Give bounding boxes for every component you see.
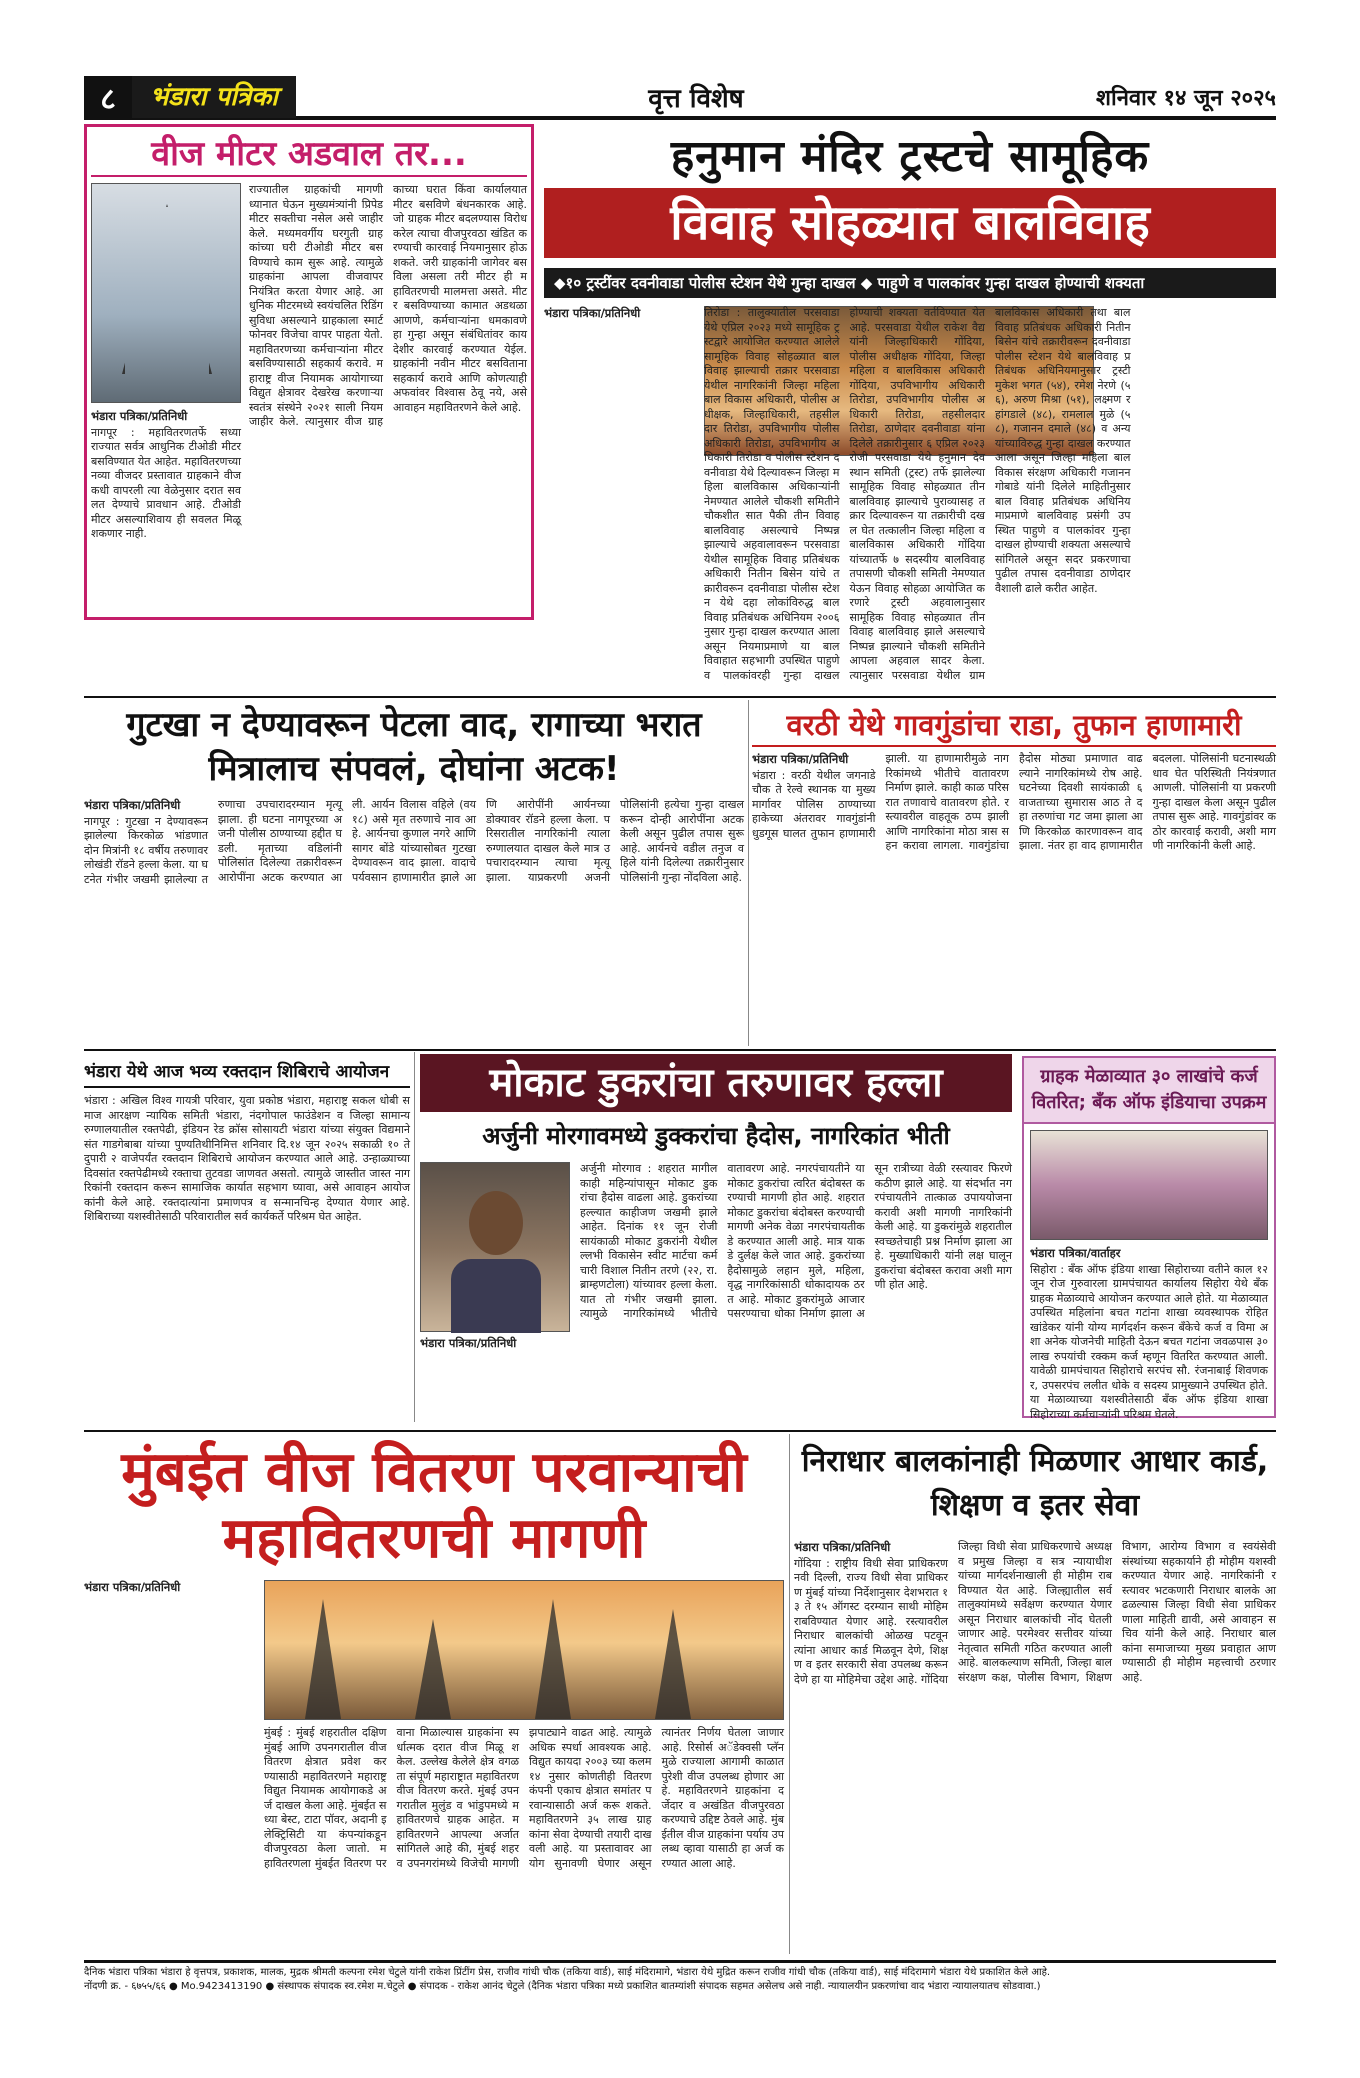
article-bank (1022, 1056, 1276, 1421)
page-header (84, 78, 1276, 120)
mokat-byline: भंडारा पत्रिका/प्रतिनिधी (420, 1336, 517, 1350)
article-hanuman (544, 306, 1276, 692)
imprint-line-1: दैनिक भंडारा पत्रिका भंडारा हे वृत्तपत्र, प्रकाशक, मालक, मुद्रक श्रीमती कल्पना रमेश चेटुले यांनी राकेश प्रिंटींग प्रेस, राजीव गांधी चौक (तकिया वार्ड), साई मंदिरामागे, भंडारा येथे मुद्रित करून राजीव गांधी चौक (तकिया वार्ड), साई मंदिरामागे भंडारा येथे प्रकाशित केले आहे. (84, 1967, 1051, 1978)
hanuman-headline-line1: हनुमान मंदिर ट्रस्टचे सामूहिक (670, 131, 1150, 182)
niradhar-article (794, 1540, 1276, 1954)
meter-body: राज्यातील ग्राहकांची मागणी ध्यानात घेऊन मुख्यमंत्र्यांनी प्रिपेड मीटर सक्तीचा नसेल असे जाहीर केले. मध्यमवर्गीय घरगुती ग्राहकांच्या घरी टीओडी मीटर बसविण्याचे काम सुरू आहे. त्यामुळे ग्राहकांना आपला वीजवापर नियंत्रित करता येणार आहे. आधुनिक मीटरमध्ये स्वयंचलित रिडिंग सुविधा असल्याने ग्राहकाला स्मार्टफोनवर विजेचा वापर पाहता येतो. महावितरणच्या कर्मचाऱ्यांना मीटर बसविण्यासाठी सहकार्य करावे. महाराष्ट्र वीज नियामक आयोगाच्या विद्युत क्षेत्रावर देखरेख करणाऱ्या स्वतंत्र संस्थेने २०२१ साली नियम जाहीर केले. त्यानुसार वीज ग्राहकाच्या घरात किंवा कार्यालयात मीटर बसविणे बंधनकारक आहे. जो ग्राहक मीटर बदलण्यास विरोध करेल त्याचा वीजपुरवठा खंडित करण्याची कारवाई नियमानुसार होऊ शकते. जरी ग्राहकांनी जागेवर बसविला असला तरी मीटर ही महावितरणची मालमत्ता असते. मीटर बसविण्याच्या कामात अडथळा आणणे, कर्मचाऱ्यांना धमकावणे हा गुन्हा असून संबंधितांवर कायदेशीर कारवाई करण्यात येईल. ग्राहकांनी नवीन मीटर बसविताना सहकार्य करावे आणि कोणत्याही अफवांवर विश्वास ठेवू नये, असे आवाहन महावितरणने केले आहे. (249, 183, 527, 428)
meter-lead: नागपूर : महावितरणतर्फे सध्या राज्यात सर्वत्र आधुनिक टीओडी मीटर बसविण्यात येत आहेत. महावितरणच्या नव्या वीजदर प्रस्तावात ग्राहकाने वीज कधी वापरली त्या वेळेनुसार दरात सवलत देण्याचे प्रावधान आहे. टीओडी मीटर असल्याशिवाय ही सवलत मिळू शकणार नाही. (91, 425, 241, 540)
article-mumbai (84, 1580, 784, 1954)
hanuman-strapline: ◆१० ट्रस्टींवर दवनीवाडा पोलीस स्टेशन येथे गुन्हा दाखल ◆ पाहुणे व पालकांवर गुन्हा दाखल होण्याची शक्यता (544, 268, 1276, 298)
bank-byline: भंडारा पत्रिका/वार्ताहर (1030, 1246, 1121, 1260)
mokat-body: अर्जुनी मोरगाव : शहरात मागील काही महिन्यांपासून मोकाट डुकरांचा हैदोस वाढला आहे. डुकरांच्या हल्ल्यात काहीजण जखमी झाले आहेत. दिनांक ११ जून रोजी सायंकाळी मोकाट डुकरांनी येथीलल्लभी विकासेन स्वीट मार्टचा कर्मचारी विशाल नितीन तरणे (२२, रा. ब्राम्हणटोला) यांच्यावर हल्ला केला. यात तो गंभीर जखमी झाला. त्यामुळे नागरिकांमध्ये भीतीचे वातावरण आहे. नगरपंचायतीने या मोकाट डुकरांचा त्वरित बंदोबस्त करण्याची मागणी होत आहे. शहरात मोकाट डुकरांचा बंदोबस्त करण्याची मागणी अनेक वेळा नगरपंचायतीकडे करण्यात आली आहे. मात्र याकडे दुर्लक्ष केले जात आहे. डुकरांच्या हैदोसामुळे लहान मुले, महिला, वृद्ध नागरिकांसाठी धोकादायक ठरत आहे. मोकाट डुकरांमुळे आजार पसरण्याचा धोका निर्माण झाला असून रात्रीच्या वेळी रस्त्यावर फिरणे कठीण झाले आहे. या संदर्भात नगरपंचायतीने तात्काळ उपाययोजना करावी अशी मागणी नागरिकांनी केली आहे. या डुकरांमुळे शहरातील स्वच्छतेचाही प्रश्न निर्माण झाला आहे. मुख्याधिकारी यांनी लक्ष घालून डुकरांचा बंदोबस्त करावा अशी मागणी होत आहे. (580, 1162, 1012, 1320)
gutkha-byline: भंडारा पत्रिका/प्रतिनिधी (84, 798, 181, 812)
gutkha-headline: गुटखा न देण्यावरून पेटला वाद, रागाच्या भरात मित्रालाच संपवलं, दोघांना अटक! (126, 705, 702, 789)
bank-headline: ग्राहक मेळाव्यात ३० लाखांचे कर्ज वितरित; बँक ऑफ इंडियाचा उपक्रम (1024, 1058, 1274, 1124)
mumbai-headline: मुंबईत वीज वितरण परवान्याची महावितरणची मागणी (121, 1440, 747, 1571)
varthi-headline: वरठी येथे गावगुंडांचा राडा, तुफान हाणामारी (752, 703, 1276, 747)
mokat-victim-photo (420, 1162, 570, 1332)
varthi-article (752, 752, 1276, 1044)
niradhar-byline: भंडारा पत्रिका/प्रतिनिधी (794, 1540, 891, 1554)
hanuman-byline: भंडारा पत्रिका/प्रतिनिधी (544, 306, 641, 320)
hanuman-headline-line2: विवाह सोहळ्यात बालविवाह (544, 188, 1276, 258)
article-meter (84, 124, 534, 620)
raktadan-headline: भंडारा येथे आज भव्य रक्तदान शिबिराचे आयोजन (84, 1056, 410, 1088)
issue-date: शनिवार १४ जून २०२५ (1096, 86, 1276, 111)
niradhar-headline: निराधार बालकांनाही मिळणार आधार कार्ड, शिक्षण व इतर सेवा (801, 1444, 1269, 1523)
meter-photo (91, 183, 241, 403)
section-title: वृत्त विशेष (648, 84, 744, 114)
mumbai-body: मुंबई : मुंबई शहरातील दक्षिण मुंबई आणि उपनगरातील वीज वितरण क्षेत्रात प्रवेश करण्यासाठी महावितरणने महाराष्ट्र विद्युत नियामक आयोगाकडे अर्ज दाखल केला आहे. मुंबईत सध्या बेस्ट, टाटा पॉवर, अदानी इलेक्ट्रिसिटी या कंपन्यांकडून वीजपुरवठा केला जातो. महावितरणला मुंबईत वितरण परवाना मिळाल्यास ग्राहकांना स्पर्धात्मक दरात वीज मिळू शकेल. उल्लेख केलेले क्षेत्र वगळता संपूर्ण महाराष्ट्रात महावितरण वीज वितरण करते. मुंबई उपनगरातील मुलुंड व भांडुपमध्ये महावितरणचे ग्राहक आहेत. महावितरणने आपल्या अर्जात सांगितले आहे की, मुंबई शहर व उपनगरांमध्ये विजेची मागणी झपाट्याने वाढत आहे. त्यामुळे अधिक स्पर्धा आवश्यक आहे. विद्युत कायदा २००३ च्या कलम १४ नुसार कोणतीही वितरण कंपनी एकाच क्षेत्रात समांतर परवान्यासाठी अर्ज करू शकते. महावितरणने ३५ लाख ग्राहकांना सेवा देण्याची तयारी दाखवली आहे. या प्रस्तावावर आयोग सुनावणी घेणार असून त्यानंतर निर्णय घेतला जाणार आहे. रिसोर्स अॅडेक्वसी प्लॅनमुळे राज्याला आगामी काळात पुरेशी वीज उपलब्ध होणार आहे. महावितरणने ग्राहकांना दर्जेदार व अखंडित वीजपुरवठा करण्याचे उद्दिष्ट ठेवले आहे. मुंबईतील वीज ग्राहकांना पर्याय उपलब्ध व्हावा यासाठी हा अर्ज करण्यात आला आहे. (264, 1726, 784, 1870)
mokat-subhead: अर्जुनी मोरगावमध्ये डुक्करांचा हैदोस, नागरिकांत भीती (482, 1122, 950, 1150)
gutkha-article (84, 798, 744, 1044)
page-number: ८ (84, 76, 132, 118)
mumbai-tower-photo (264, 1580, 784, 1720)
imprint-footer (84, 1960, 1276, 2002)
gutkha-body: नागपूर : गुटखा न देण्यावरून झालेल्या किरकोळ भांडणात दोन मित्रांनी १८ वर्षीय तरुणावर लोखंडी रॉडने हल्ला केला. या घटनेत गंभीर जखमी झालेल्या तरुणाचा उपचारादरम्यान मृत्यू झाला. ही घटना नागपूरच्या अजनी पोलीस ठाण्याच्या हद्दीत घडली. मृताच्या वडिलांनी पोलिसांत दिलेल्या तक्रारीवरून आरोपींना अटक करण्यात आली. आर्यन विलास वहिले (वय १८) असे मृत तरुणाचे नाव आहे. आर्यनचा कुणाल नगरे आणि सागर बोंडे यांच्यासोबत गुटखा देण्यावरून वाद झाला. वादाचे पर्यवसान हाणामारीत झाले आणि आरोपींनी आर्यनच्या डोक्यावर रॉडने हल्ला केला. परिसरातील नागरिकांनी त्याला रुग्णालयात दाखल केले मात्र उपचारादरम्यान त्याचा मृत्यू झाला. याप्रकरणी अजनी पोलिसांनी हत्येचा गुन्हा दाखल करून दोन्ही आरोपींना अटक केली असून पुढील तपास सुरू आहे. आर्यनचे वडील तनुज वहिले यांनी दिलेल्या तक्रारीनुसार पोलिसांनी गुन्हा नोंदविला आहे. (84, 798, 744, 886)
imprint-line-2: नोंदणी क्र. - ६७५५/६६ ● Mo.9423413190 ● संस्थापक संपादक स्व.रमेश म.चेटुले ● संपादक - राकेश आनंद चेटुले (दैनिक भंडारा पत्रिका मध्ये प्रकाशित बातम्यांशी संपादक सहमत असेलच असे नाही. न्यायालयीन प्रकरणांचा वाद भंडारा न्यायालयातच सोडवावा.) (84, 1981, 1041, 1992)
meter-headline: वीज मीटर अडवाल तर... (91, 131, 527, 177)
mokat-headline: मोकाट डुकरांचा तरुणावर हल्ला (420, 1054, 1012, 1112)
raktadan-body: भंडारा : अखिल विश्व गायत्री परिवार, युवा प्रकोष्ठ भंडारा, महाराष्ट्र सकल धोबी समाज आरक्षण न्यायिक समिती भंडारा, नंदगोपाल फाउंडेशन व जिल्हा सामान्य रुग्णालयातील रक्तपेढी, इंडियन रेड क्रॉस सोसायटी भंडारा यांच्या संयुक्त विद्यमाने संत गाडगेबाबा यांच्या पुण्यतिथीनिमित्त शनिवार दि.१४ जून २०२५ सकाळी १० ते दुपारी २ वाजेपर्यंत रक्तदान शिबिराचे आयोजन करण्यात आले आहे. उन्हाळ्याच्या दिवसांत रक्तपेढीमध्ये रक्ताचा तुटवडा जाणवत असतो. त्यामुळे जास्तीत जास्त नागरिकांनी रक्तदान करून सामाजिक कार्यात सहभाग घ्यावा, असे आवाहन आयोजकांनी केले आहे. रक्तदात्यांना प्रमाणपत्र व सन्मानचिन्ह देण्यात येणार आहे. शिबिराच्या यशस्वीतेसाठी परिवारातील सर्व कार्यकर्ते परिश्रम घेत आहेत. (84, 1094, 410, 1223)
hanuman-body: तिरोडा : तालुक्यातील परसवाडा येथे एप्रिल २०२३ मध्ये सामूहिक ट्रस्टद्वारे आयोजित करण्यात आलेले सामूहिक विवाह सोहळ्यात बालविवाह झाल्याची तक्रार परसवाडा येथील नागरिकांनी जिल्हा महिला बाल विकास अधिकारी, पोलीस अधीक्षक, जिल्हाधिकारी, तहसीलदार तिरोडा, उपविभागीय पोलीस अधिकारी तिरोडा, उपविभागीय अधिकारी तिरोडा व पोलीस स्टेशन दवनीवाडा येथे दिल्यावरून जिल्हा महिला बालविकास अधिकाऱ्यांनी नेमण्यात आलेले चौकशी समितीने चौकशीत सात पैकी तीन विवाह बालविवाह असल्याचे निष्पन्न झाल्याचे अहवालावरून परसवाडा येथील सामूहिक विवाह प्रतिबंधक अधिकारी नितीन बिसेन यांचे तक्रारीवरून दवनीवाडा पोलीस स्टेशन येथे दहा लोकांविरुद्ध बाल विवाह प्रतिबंधक अधिनियम २००६ नुसार गुन्हा दाखल करण्यात आला असून नियमाप्रमाणे या बालविवाहात सहभागी उपस्थित पाहुणे व पालकांवरही गुन्हा दाखल होण्याची शक्यता वर्तविण्यात येत आहे. परसवाडा येथील राकेश वैद्य यांनी जिल्हाधिकारी गोंदिया, पोलीस अधीक्षक गोंदिया, जिल्हा महिला व बालविकास अधिकारी गोंदिया, उपविभागीय अधिकारी तिरोडा, उपविभागीय पोलीस अधिकारी तिरोडा, तहसीलदार तिरोडा, ठाणेदार दवनीवाडा यांना दिलेले तक्रारीनुसार ६ एप्रिल २०२३ रोजी परसवाडा येथे हनुमान देवस्थान समिती (ट्रस्ट) तर्फे झालेल्या सामूहिक विवाह सोहळ्यात तीन बालविवाह झाल्याचे पुराव्यासह तक्रार दिल्यावरून या तक्रारीची दखल घेत तत्कालीन जिल्हा महिला व बालविकास अधिकारी गोंदिया यांच्यातर्फे ७ सदस्यीय बालविवाह तपासणी चौकशी समिती नेमण्यात येऊन विवाह सोहळा आयोजित करणारे ट्रस्टी अहवालानुसार सामूहिक विवाह सोहळ्यात तीन विवाह बालविवाह झाले असल्याचे निष्पन्न झाल्याने चौकशी समितीने आपला अहवाल सादर केला. त्यानुसार परसवाडा येथील ग्राम बालविकास अधिकारी तथा बालविवाह प्रतिबंधक अधिकारी नितीन बिसेन यांचे तक्रारीवरून दवनीवाडा पोलीस स्टेशन येथे बालविवाह प्रतिबंधक अधिनियमानुसार ट्रस्टी मुकेश भगत (५४), रमेश नेरणे (५६), अरुण मिश्रा (५१), लक्ष्मण रहांगडाले (४८), रामलाल मुळे (५८), गजानन दमाले (४८) व अन्य यांच्याविरुद्ध गुन्हा दाखल करण्यात आला असून जिल्हा महिला बाल विकास संरक्षण अधिकारी गजानन गोबाडे यांनी दिलेले माहितीनुसार बाल विवाह प्रतिबंधक अधिनियमाप्रमाणे बालविवाह प्रसंगी उपस्थित पाहुणे व पालकांवर गुन्हा दाखल होण्याची शक्यता असल्याचे सांगितले असून सदर प्रकरणाचा पुढील तपास दवनीवाडा ठाणेदार वैशाली ढाले करीत आहेत. (704, 306, 1131, 682)
paper-name: भंडारा पत्रिका (132, 76, 296, 118)
bank-event-photo (1030, 1130, 1268, 1240)
article-mokat (420, 1162, 1012, 1420)
niradhar-body: गोंदिया : राष्ट्रीय विधी सेवा प्राधिकरण नवी दिल्ली, राज्य विधी सेवा प्राधिकरण मुंबई यांच्या निर्देशानुसार देशभरात १३ ते १५ ऑगस्ट दरम्यान साथी मोहिम राबविण्यात येणार आहे. रस्त्यावरील निराधार बालकांची ओळख पटवून त्यांना आधार कार्ड मिळवून देणे, शिक्षण व इतर सरकारी सेवा उपलब्ध करून देणे हा या मोहिमेचा उद्देश आहे. गोंदिया जिल्हा विधी सेवा प्राधिकरणाचे अध्यक्ष व प्रमुख जिल्हा व सत्र न्यायाधीश यांच्या मार्गदर्शनाखाली ही मोहीम राबविण्यात येत आहे. जिल्ह्यातील सर्व तालुक्यांमध्ये सर्वेक्षण करण्यात येणार असून निराधार बालकांची नोंद घेतली जाणार आहे. परमेश्वर सत्तीवर यांच्या नेतृत्वात समिती गठित करण्यात आली आहे. बालकल्याण समिती, जिल्हा बाल संरक्षण कक्ष, पोलीस विभाग, शिक्षण विभाग, आरोग्य विभाग व स्वयंसेवी संस्थांच्या सहकार्याने ही मोहीम यशस्वी करण्यात येणार आहे. नागरिकांनी रस्त्यावर भटकणारी निराधार बालके आढळल्यास जिल्हा विधी सेवा प्राधिकरणाला माहिती द्यावी, असे आवाहन सचिव यांनी केले आहे. निराधार बालकांना समाजाच्या मुख्य प्रवाहात आणण्यासाठी ही मोहीम महत्त्वाची ठरणार आहे. (794, 1540, 1276, 1686)
mumbai-byline: भंडारा पत्रिका/प्रतिनिधी (84, 1580, 181, 1594)
varthi-body: भंडारा : वरठी येथील जगनाडे चौक ते रेल्वे स्थानक या मुख्य मार्गावर पोलिस ठाण्याच्या हाकेच्या अंतरावर गावगुंडांनी धुडगूस घालत तुफान हाणामारी झाली. या हाणामारीमुळे नागरिकांमध्ये भीतीचे वातावरण निर्माण झाले. काही काळ परिसरात तणावाचे वातावरण होते. रस्त्यावरील वाहतूक ठप्प झाली आणि नागरिकांना मोठा त्रास सहन करावा लागला. गावगुंडांचा हैदोस मोठ्या प्रमाणात वाढल्याने नागरिकांमध्ये रोष आहे. घटनेच्या दिवशी सायंकाळी ६ वाजताच्या सुमारास आठ ते दहा तरुणांचा गट जमा झाला आणि किरकोळ कारणावरून वाद झाला. नंतर हा वाद हाणामारीत बदलला. पोलिसांनी घटनास्थळी धाव घेत परिस्थिती नियंत्रणात आणली. पोलिसांनी या प्रकरणी गुन्हा दाखल केला असून पुढील तपास सुरू आहे. गावगुंडांवर कठोर कारवाई करावी, अशी मागणी नागरिकांनी केली आहे. (752, 752, 1276, 852)
meter-byline: भंडारा पत्रिका/प्रतिनिधी (91, 409, 188, 423)
bank-body: सिहोरा : बँक ऑफ इंडिया शाखा सिहोराच्या वतीने काल १२ जून रोज गुरुवारला ग्रामपंचायत कार्यालय सिहोरा येथे बँक ग्राहक मेळाव्याचे आयोजन करण्यात आले होते. या मेळाव्यात उपस्थित महिलांना बचत गटांना शाखा व्यवस्थापक रोहित खांडेकर यांनी योग्य मार्गदर्शन करून बँकेचे कर्ज व विमा अशा अनेक योजनेची माहिती देऊन बचत गटांना जवळपास ३० लाख रुपयांची रक्कम कर्ज म्हणून वितरित करण्यात आली. यावेळी ग्रामपंचायत सिहोराचे सरपंच सौ. रंजनाबाई शिवणकर, उपसरपंच ललीत धोके व सदस्य प्रामुख्याने उपस्थित होते. या मेळाव्याच्या यशस्वीतेसाठी बँक ऑफ इंडिया शाखा सिहोराच्या कर्मचाऱ्यांनी परिश्रम घेतले. (1030, 1262, 1268, 1421)
varthi-byline: भंडारा पत्रिका/प्रतिनिधी (752, 752, 849, 766)
